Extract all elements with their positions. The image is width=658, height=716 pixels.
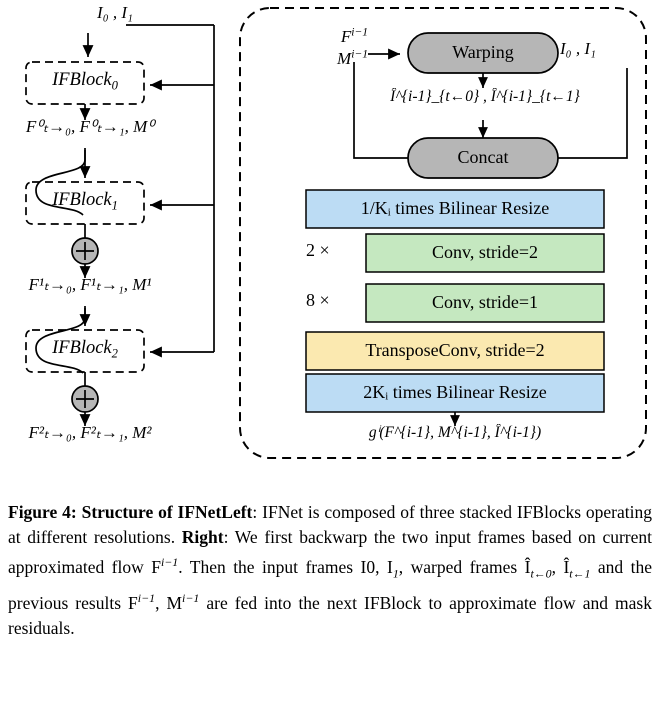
caption-right-text: : We first backwarp the two input frames based on current approximated flow F xyxy=(8,527,653,577)
ifblock1-label-sub: 1 xyxy=(111,198,118,213)
left-input-label xyxy=(50,4,180,30)
left-input-label-text: I₀ , I₁ xyxy=(97,4,133,22)
layer-conv-s2-label xyxy=(366,242,604,272)
caption-right-text6: , M xyxy=(155,593,183,614)
ifblock0-label-sub: 0 xyxy=(111,78,118,93)
concat-label xyxy=(408,147,558,175)
right-input-M: $M^{i-1}$ xyxy=(337,47,368,68)
ifblock2-label xyxy=(26,338,144,368)
layer-transposeconv-text: TransposeConv, stride=2 xyxy=(365,340,545,360)
ifblock1-label xyxy=(26,190,144,220)
caption-right-text5: and the previous results F xyxy=(8,556,653,614)
left-output-2-text: F²ₜ→₀, F²ₜ→₁, M² xyxy=(28,424,152,442)
ifblock2-label-sub: 2 xyxy=(111,346,118,361)
right-side-input xyxy=(560,40,650,68)
right-input-F: $F^{i-1}$ xyxy=(340,26,368,46)
layer-conv-s2-multiplier xyxy=(306,240,366,270)
right-output-label-text: gⁱ(F^{i-1}, M^{i-1}, Î^{i-1}) xyxy=(368,424,542,441)
caption-figure-number: Figure 4: xyxy=(8,502,77,522)
ifblock0-label xyxy=(26,70,144,100)
warping-label xyxy=(408,42,558,70)
ifblock2-label-text: IFBlock xyxy=(52,338,112,358)
layer-conv-s1-multiplier xyxy=(306,290,366,320)
ifblock0-label-text: IFBlock xyxy=(52,70,112,90)
caption-right-tag: Right xyxy=(181,527,224,547)
warp-output-label xyxy=(382,88,588,120)
layer-conv-s2-multiplier-text: 2 × xyxy=(306,240,330,260)
right-input-labels xyxy=(286,26,368,82)
warp-output-label-text: Î^{i-1}_{t←0} , Î^{i-1}_{t←1} xyxy=(390,88,580,105)
layer-bilinear-down-label xyxy=(306,198,604,228)
layer-conv-s1-multiplier-text: 8 × xyxy=(306,290,330,310)
left-output-1 xyxy=(10,276,170,306)
left-output-0-text: F⁰ₜ→₀, F⁰ₜ→₁, M⁰ xyxy=(25,118,155,136)
caption-right-text3: , warped frames Î xyxy=(398,556,531,577)
ifblock1-label-text: IFBlock xyxy=(52,190,112,210)
layer-conv-s1-text: Conv, stride=1 xyxy=(432,292,538,312)
caption-title: Structure of IFNet xyxy=(81,502,222,522)
layer-conv-s1-label xyxy=(366,292,604,322)
warping-label-text: Warping xyxy=(452,42,514,62)
layer-bilinear-up-text: 2Kᵢ times Bilinear Resize xyxy=(363,382,547,402)
caption-right-text4: , Î xyxy=(551,556,570,577)
caption-left-tag: Left xyxy=(221,502,253,522)
left-output-1-text: F¹ₜ→₀, F¹ₜ→₁, M¹ xyxy=(28,276,152,294)
layer-bilinear-down-text: 1/Kᵢ times Bilinear Resize xyxy=(360,198,550,218)
caption-left-text: : IFNet is composed of three stacked IFBlocks operating at different resolutions. xyxy=(8,502,653,547)
left-output-2 xyxy=(10,424,170,454)
figure-caption: Figure 4: Structure of IFNetLeft: IFNet is composed of three stacked IFBlocks operating at different resolutions. Right: We first backwarp the two input frames based on current approximated flow $F^{i-1}$. Then the input frames I0, $I_1$, warped frames $Î_{t\leftarrow 0}$, $Î_{t\leftarrow 1}$ and the previous results $F^{i-1}$, $M^{i-1}$ are fed into the next IFBlock to approximate flow and mask residuals. xyxy=(8,502,653,639)
layer-bilinear-up-label xyxy=(306,382,604,412)
caption-right-text7: are fed into the next IFBlock to approximate flow and mask residuals. xyxy=(8,593,652,639)
concat-label-text: Concat xyxy=(457,147,509,167)
left-output-0 xyxy=(10,118,170,148)
right-output-label xyxy=(300,424,610,456)
caption-right-text2: . Then the input frames I0, I xyxy=(178,556,393,577)
layer-conv-s2-text: Conv, stride=2 xyxy=(432,242,538,262)
layer-transposeconv-label xyxy=(306,340,604,370)
right-side-input-text: I₀ , I₁ xyxy=(560,40,596,58)
